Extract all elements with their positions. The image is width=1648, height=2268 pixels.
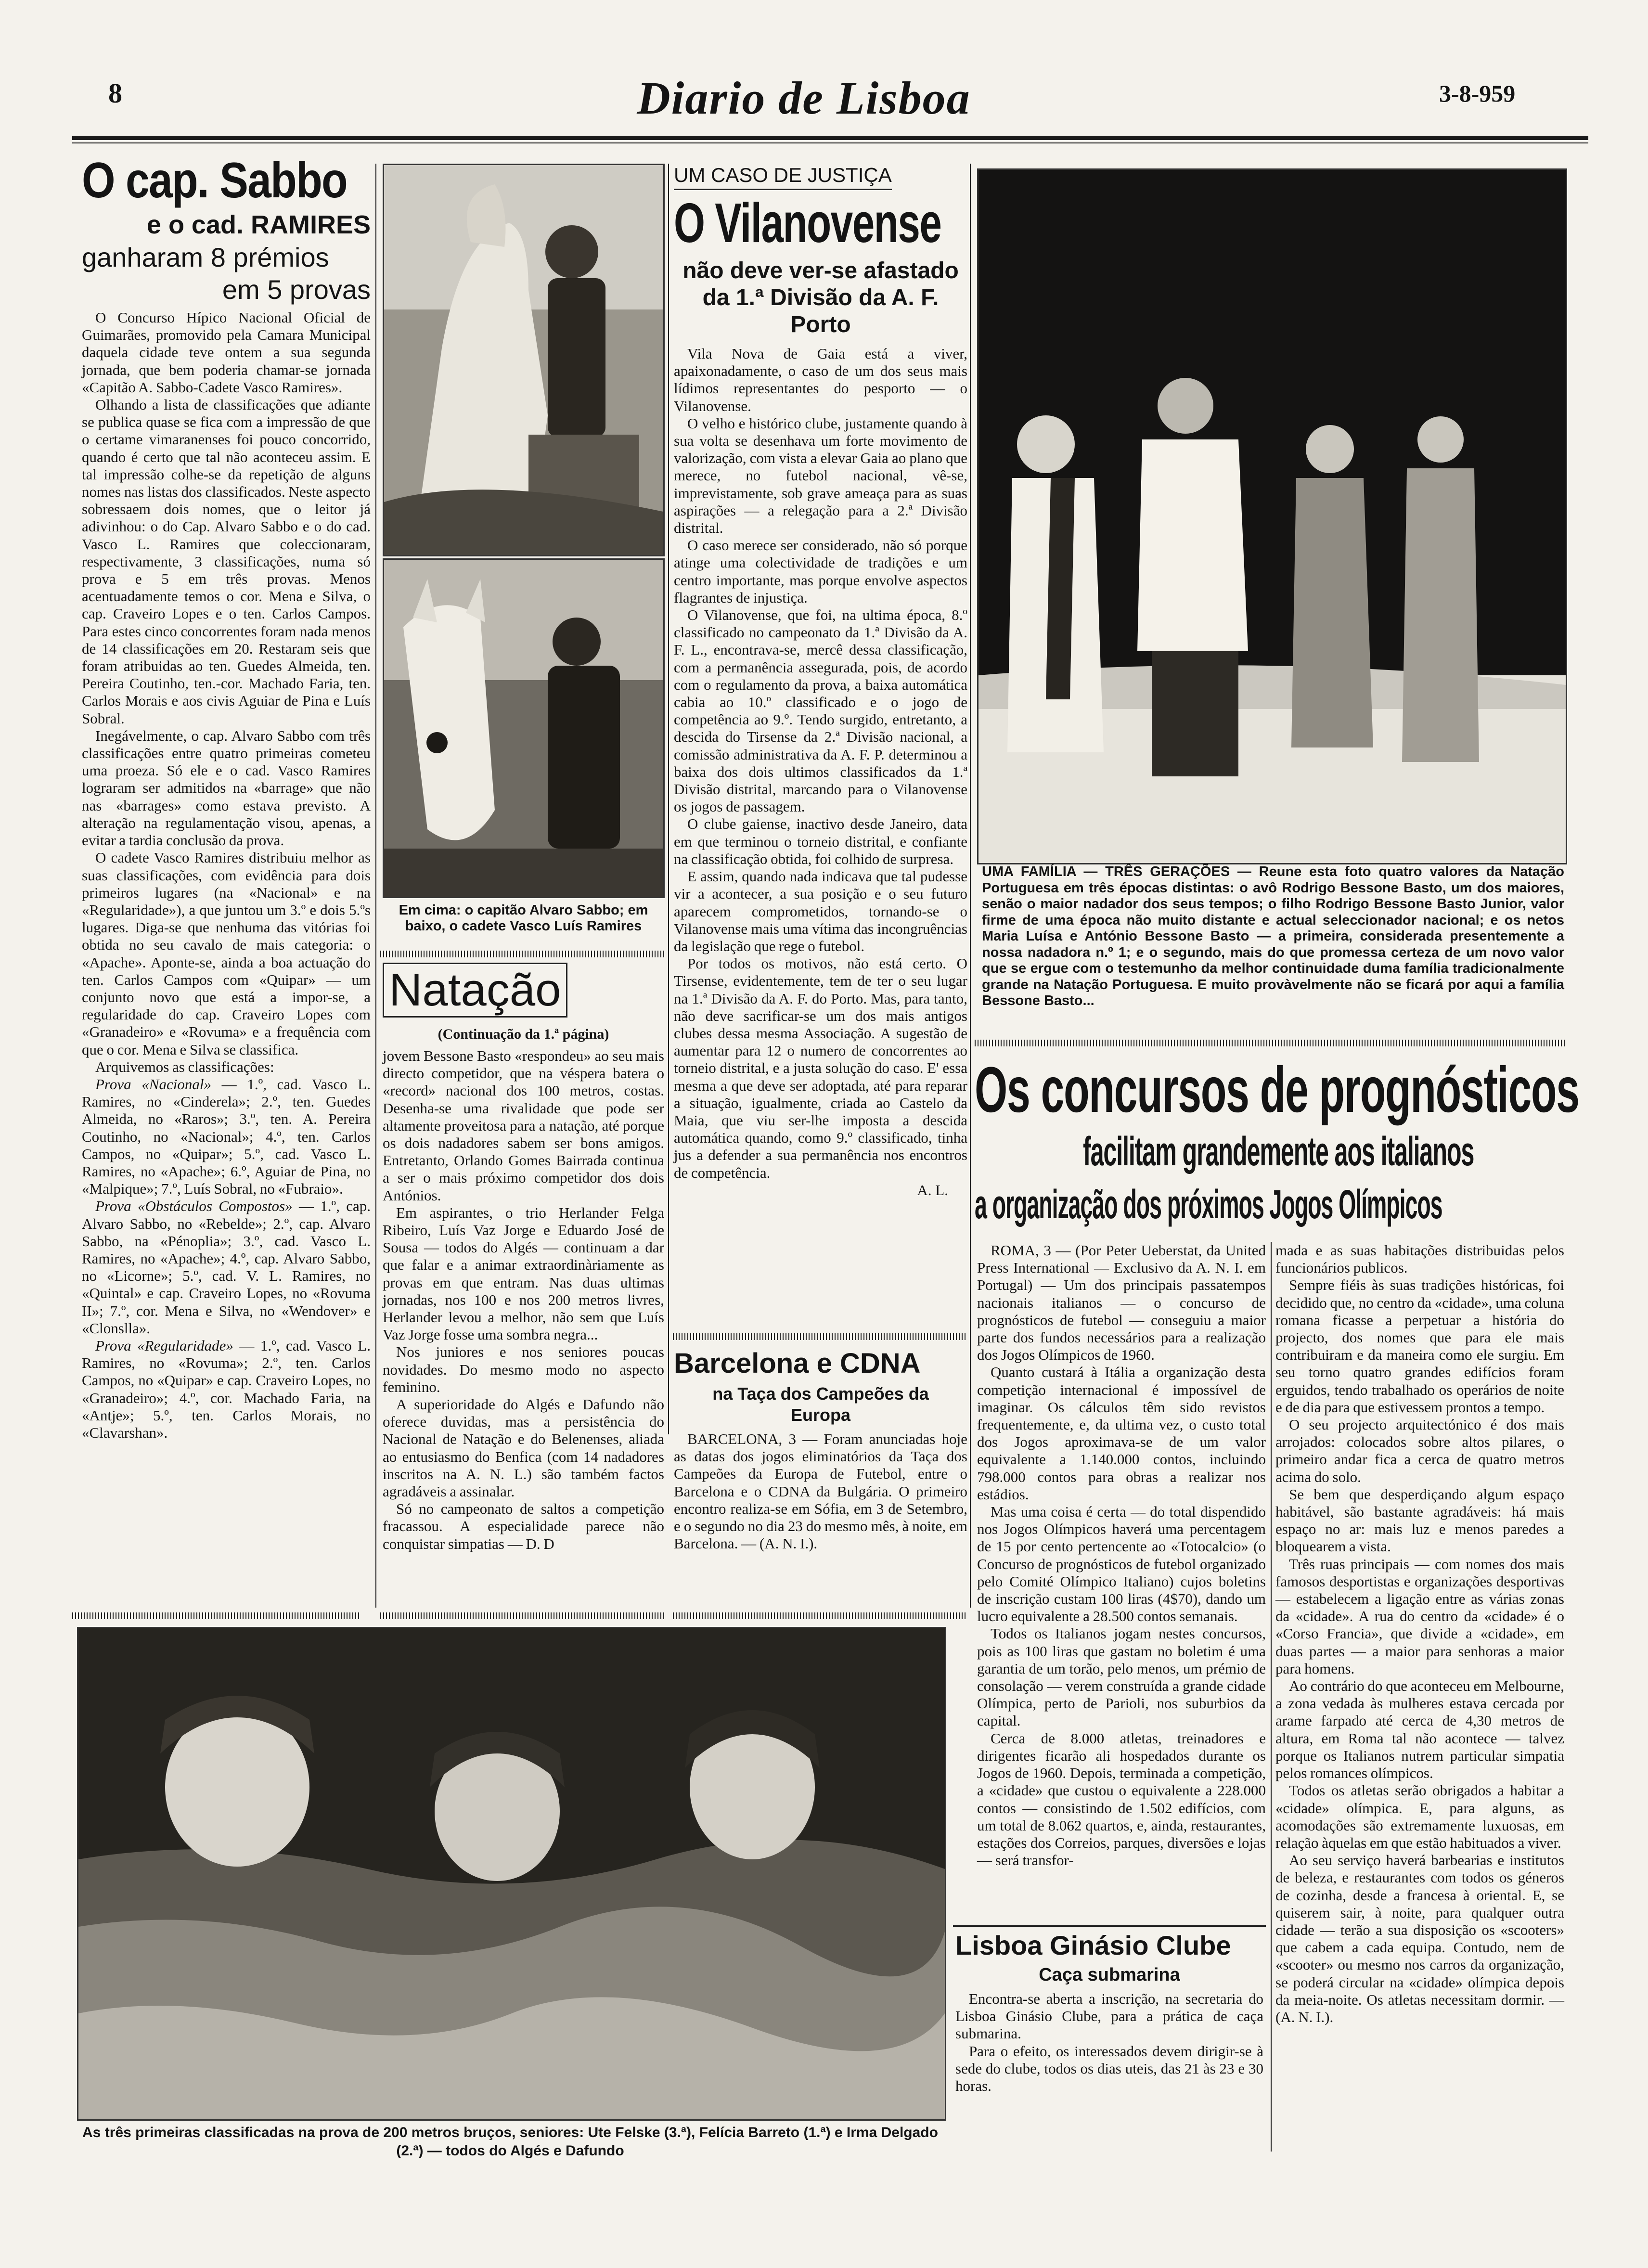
photo-caption: Em cima: o capitão Alvaro Sabbo; em baixo, o cadete Vasco Luís Ramires (399, 902, 648, 934)
result-label: Prova «Regularidade» (95, 1337, 233, 1354)
headline: Barcelona e CDNA (674, 1348, 921, 1379)
paragraph: mada e as suas habitações distribuidas pelos funcionários publicos. (1275, 1242, 1564, 1276)
article-lgc (955, 1930, 1263, 2142)
paragraph: Ao contrário do que aconteceu em Melbourne, a zona vedada às mulheres estava cercada por arame farpado até cerca de 4,30 metros de altura, em Roma tal não acontece — talvez porque os Italianos nutrem particular simpatia pelos romances olímpicos. (1275, 1677, 1564, 1782)
photo-sabbo (383, 164, 665, 556)
caption-lead: UMA FAMÍLIA — TRÊS GERAÇÕES — (982, 864, 1251, 879)
paragraph: A superioridade do Algés e Dafundo não oferece duvidas, mas a persistência do Nacional de Natação e do Belenenses, aliada ao entusiasmo do Benfica (com 14 nadadores inscritos na A. N. L.) são também factos agradáveis a assinalar. (383, 1396, 664, 1500)
article-body (674, 345, 967, 1182)
paragraph: Quanto custará à Itália a organização desta competição internacional é impossível de imaginar. Os cálculos têm sido revistos frequentemente, e, da ultima vez, o custo total dos Jogos aproximava-se de um valor equivalente a 1.140.000 contos, incluindo 798.000 contos para obras a realizar nos estádios. (977, 1364, 1266, 1503)
article-body (955, 1990, 1263, 2095)
kicker: UM CASO DE JUSTIÇA (674, 164, 892, 190)
result-label: Prova «Obstáculos Compostos» (95, 1198, 293, 1215)
paragraph: Nos juniores e nos seniores poucas novidades. Do mesmo modo no aspecto feminino. (383, 1343, 664, 1395)
masthead-rule (72, 136, 1588, 140)
paragraph: ROMA, 3 — (Por Peter Ueberstat, da United Press International — Exclusivo da A. N. I. em Portugal) — Um dos principais passatempos nacionais italianos — o concurso de prognósticos de futebol — conseguiu a maior parte dos fundos necessários para a realização dos Jogos Olímpicos de 1960. (977, 1242, 1266, 1364)
section-rule (673, 1333, 966, 1340)
paragraph: Para o efeito, os interessados devem dirigir-se à sede do clube, todos os dias uteis, das 21 às 23 e 30 horas. (955, 2042, 1263, 2095)
article-hipico (82, 154, 371, 1617)
subhead: não deve ver-se afastado da 1.ª Divisão da A. F. Porto (682, 258, 959, 337)
result-entry (82, 1198, 371, 1337)
result-text: — 1.º, cap. Alvaro Sabbo, no «Rebelde»; 2.º, cap. Alvaro Sabbo, na «Pénoplia»; 3.º, cad. Vasco L. Ramires, no «Apache»; 4.º, cap. Alvaro Sabbo, no «Licorne»; 5.º, cad. V. L. Ramires, no «Quintal» e cap. Craveiro Lopes, no «Rovuma II»; 7.º, cor. Mena e Silva, no «Wendover» e «Clonslla». (82, 1198, 371, 1337)
paragraph: O Concurso Hípico Nacional Oficial de Guimarães, promovido pela Camara Municipal daquela cidade teve ontem a sua segunda jornada, que bem poderia chamar-se jornada «Capitão A. Sabbo-Cadete Vasco Ramires». (82, 309, 371, 396)
page-number: 8 (108, 77, 122, 109)
deck: em 5 provas (222, 274, 371, 305)
column-rule (668, 164, 669, 1434)
prognosticos-col1 (977, 1242, 1266, 1869)
photo-swimmers (77, 1627, 946, 2121)
paragraph: Olhando a lista de classificações que adiante se publica quase se fica com a impressão de que o certame vimaranenses foi pouco concorrido, quando é certo que tal não aconteceu assim. E tal impressão colhe-se da repetição de alguns nomes nas listas dos classificados. Neste aspecto sobressaem dois nomes, que o leitor já adivinhou: o do Cap. Alvaro Sabbo e o do cad. Vasco L. Ramires que coleccionaram, respectivamente, 3 classificações, numa só prova e 5 em três provas. Menos acentuadamente temos o cor. Mena e Silva, o cap. Craveiro Lopes e o ten. Carlos Campos. Para estes cinco concorrentes foram nada menos de 14 classificações em 20. Restaram seis que foram atribuidas ao ten. Guedes Almeida, ten. Pereira Coutinho, ten.-cor. Machado Faria, ten. Carlos Morais e aos civis Aguiar de Pina e Luís Sobral. (82, 396, 371, 727)
issue-date: 3-8-959 (1439, 80, 1516, 107)
deck: e o cad. RAMIRES (146, 210, 371, 239)
article-body (383, 1047, 664, 1553)
paragraph: O cadete Vasco Ramires distribuiu melhor as suas classificações, com evidência para dois primeiros lugares (na «Nacional» e na «Regularidade»), a que juntou um 3.º e dois 5.ºs lugares. Diga-se que nenhuma das vitórias foi obtida no seu cavalo de mais categoria: o «Apache». Aponte-se, ainda a boa actuação do ten. Carlos Campos com «Quipar» — um conjunto novo que está a impor-se, a regularidade do cap. Craveiro Lopes com «Granadeiro» e «Rovuma» e a frequência com que o cor. Mena e Silva se classifica. (82, 849, 371, 1058)
paragraph: O clube gaiense, inactivo desde Janeiro, data em que terminou o torneio distrital, e confiante na classificação obtida, foi colhido de surpresa. (674, 815, 967, 867)
article-body (82, 309, 371, 1442)
column-rule (1271, 1242, 1272, 2152)
paragraph: E assim, quando nada indicava que tal pudesse vir a acontecer, a sua posição e o seu futuro aparecem comprometidos, tornando-se o Vilanovense mais uma vítima das incongruências da legislação que rege o futebol. (674, 868, 967, 954)
paragraph: Arquivemos as classificações: (95, 1058, 274, 1075)
paragraph: O velho e histórico clube, justamente quando à sua volta se desenhava um forte movimento de valorização, com vista a elevar Gaia ao plano que merece, no futebol nacional, vê-se, imprevistamente, sob grave ameaça para as suas aspirações — a relegação para a 2.ª Divisão distrital. (674, 414, 967, 537)
article-end-rule (72, 1612, 361, 1619)
deck-prognosticos: facilitam grandemente aos italianos (1083, 1129, 1474, 1174)
result-label: Prova «Nacional» (95, 1075, 211, 1093)
paragraph: Três ruas principais — com nomes dos mais famosos desportistas e organizações desportivas — estabelecem a ligação entre as várias zonas da «cidade». A rua do centro da «cidade» é o «Corso Francia», que divide a «cidade», em duas partes — a maior para senhoras a maior para homens. (1275, 1555, 1564, 1677)
paragraph: O caso merece ser considerado, não só porque atinge uma colectividade de tradições e um centro importante, mas porque envolve aspectos flagrantes de injustiça. (674, 537, 967, 606)
photo-family (977, 168, 1567, 864)
subhead: (Continuação da 1.ª página) (438, 1026, 609, 1042)
headline: O cap. Sabbo (82, 153, 347, 208)
paragraph: Sempre fiéis às suas tradições históricas, foi decidido que, no centro da «cidade», uma coluna romana ficasse a perpetuar a história do projecto, dos nomes que para ele mais contribuiram e da maneira como ele surgiu. Em seu torno quatro grandes edifícios foram erguidos, tendo trabalhado os operários de noite e de dia para que estivessem prontos a tempo. (1275, 1276, 1564, 1416)
family-photo (978, 170, 1566, 863)
result-entry (82, 1076, 371, 1198)
section-rule (953, 1925, 1266, 1927)
section-rule (975, 1040, 1567, 1046)
headline: Lisboa Ginásio Clube (955, 1930, 1231, 1960)
article-body (674, 1430, 967, 1552)
headline-prognosticos: Os concursos de prognósticos (975, 1054, 1579, 1126)
column-rule (970, 164, 971, 1608)
paragraph: Cerca de 8.000 atletas, treinadores e dirigentes ficarão ali hospedados durante os Jogos de 1960. Depois, terminada a competição, a «cidade» que custou o equivalente a 228.000 contos — consistindo de 1.502 edifícios, com um total de 8.062 quartos, e, ainda, restaurantes, estações dos Correios, parques, diversões e lojas — será transfor- (977, 1729, 1266, 1869)
paragraph: Todos os atletas serão obrigados a habitar a «cidade» olímpica. E, para alguns, as acomodações são extremamente luxuosas, em relação àquelas em que estão habituados a viver. (1275, 1782, 1564, 1851)
result-text: — 1.º, cad. Vasco L. Ramires, no «Cinderela»; 2.º, ten. Guedes Almeida, no «Raros»; 3.º, ten. A. Pereira Coutinho, no «Nacional»; 4.º, ten. Carlos Campos, no «Quipar»; 5.º, cad. Vasco L. Ramires, no «Apache»; 6.º, Aguiar de Pina, no «Malpique»; 7.º, Luís Sobral, no «Fubraio». (82, 1075, 371, 1198)
masthead-rule-thin (72, 142, 1588, 143)
photo-caption: As três primeiras classificadas na prova de 200 metros bruços, seniores: Ute Felske (3.ª), Felícia Barreto (1.ª) e Irma Delgado (2.ª) — todos do Algés e Dafundo (82, 2125, 938, 2159)
headline: Natação (383, 963, 567, 1018)
paragraph: Em aspirantes, o trio Herlander Felga Ribeiro, Luís Vaz Jorge e Eduardo José de Sousa — todos do Algés — continuam a dar que falar e a animar extraordinàriamente as provas em que entram. Nas duas ultimas jornadas, nos 100 e nos 200 metros livres, Herlander levou a melhor, não sem que Luís Vaz Jorge fosse uma sombra negra... (383, 1204, 664, 1343)
paragraph: BARCELONA, 3 — Foram anunciadas hoje as datas dos jogos eliminatórios da Taça dos Campeões da Europa de Futebol, entre o Barcelona e o CDNA da Bulgária. O primeiro encontro realiza-se em Sófia, em 3 de Setembro, e o segundo no dia 23 do mesmo mês, à noite, em Barcelona. — (A. N. I.). (674, 1430, 967, 1552)
result-text: — 1.º, cad. Vasco L. Ramires, no «Rovuma»; 2.º, ten. Carlos Campos, no «Quipar» e cap. Craveiro Lopes, no «Granadeiro»; 4.º, cor. Machado Faria, na «Antje»; 5.º, ten. Carlos Morais, no «Clavarshan». (82, 1337, 371, 1441)
article-end-rule (380, 1612, 664, 1619)
column-rule (375, 164, 376, 1608)
article-vilanovense (674, 164, 967, 1343)
paragraph: Por todos os motivos, não está certo. O Tirsense, evidentemente, tem de ter o seu lugar na 1.ª Divisão da A. F. do Porto. Mas, para tanto, não deve sacrificar-se um dos mais antigos clubes dessa mesma Associação. A sugestão de aumentar para 12 o numero de concorrentes ao torneio distrital, e a justa solução do caso. E' essa mesma a que deve ser adoptada, até para reparar a situação, igualmente, criada ao Castelo da Maia, que viu ser-lhe imposta a descida automática quando, como 9.º classificado, tinha jus a defender a sua permanência nos encontros de competência. (674, 955, 967, 1181)
paragraph: Ao seu serviço haverá barbearias e institutos de beleza, e restaurantes com todos os géneros de cozinha, desde a francesa à oriental. E, se quiserem sair, à noite, para qualquer outra cidade — terão a sua disposição os «scooters» que cabem a cada equipa. Contudo, nem de «scooter» ou mesmo nos carros da organização, se poderá circular na «cidade» olímpica depois da meia-noite. Os atletas necessitam dormir. — (A. N. I.). (1275, 1852, 1564, 2025)
newspaper-title: Diario de Lisboa (637, 72, 971, 124)
signature: A. L. (917, 1181, 948, 1198)
horse-rider-photo (384, 165, 663, 555)
article-natacao (383, 963, 664, 1552)
photo-ramires (383, 558, 665, 898)
paragraph: Todos os Italianos jogam nestes concursos, pois as 100 liras que gastam no boletim é uma garantia de um torão, pelo menos, um prémio de consolação — verem construída a grande cidade Olímpica, perto de Parioli, nos suburbios da capital. (977, 1625, 1266, 1729)
swimmers-photo (78, 1628, 945, 2119)
paragraph: Vila Nova de Gaia está a viver, apaixonadamente, o caso de um dos seus mais lídimos representantes do pesporto — o Vilanovense. (674, 345, 967, 414)
subhead: na Taça dos Campeões da Europa (712, 1384, 929, 1425)
prognosticos-col2 (1275, 1242, 1564, 2026)
paragraph: Mas uma coisa é certa — do total dispendido nos Jogos Olímpicos haverá uma percentagem de 15 por cento pertencente ao «Totocalcio» (o Concurso de prognósticos de futebol organizado pelo Comité Olímpico Italiano) cujos boletins de inscrição custam 100 liras (4$70), dando um lucro equivalente a 28.500 contos semanais. (977, 1503, 1266, 1625)
paragraph: O seu projecto arquitectónico é dos mais arrojados: colocados sobre altos pilares, o primeiro andar fica a cerca de quatro metros acima do solo. (1275, 1416, 1564, 1485)
deck: ganharam 8 prémios (82, 242, 329, 272)
paragraph: Encontra-se aberta a inscrição, na secretaria do Lisboa Ginásio Clube, para a prática de caça submarina. (955, 1990, 1263, 2042)
paragraph: O Vilanovense, que foi, na ultima época, 8.º classificado no campeonato da 1.ª Divisão da A. F. L., encontrava-se, mercê dessa classificação, com a permanência assegurada, pois, de acordo com o regulamento da prova, a baixa automática cabia ao 10.º classificado e o jogo de competência ao 9.º. Tendo surgido, entretanto, a descida do Tirsense da 2.ª Divisão nacional, a comissão administrativa da A. F. P. determinou a baixa dos dois ultimos classificados da 1.ª Divisão distrital, marcando para o Vilanovense os jogos de passagem. (674, 606, 967, 815)
article-barcelona (674, 1348, 967, 1608)
paragraph: Se bem que desperdiçando algum espaço habitável, são bastante agradáveis: há mais espaço no ar: mais luz e menos paredes a bloquearem a vista. (1275, 1485, 1564, 1555)
article-end-rule (673, 1612, 966, 1619)
deck-prognosticos: a organização dos próximos Jogos Olímpicos (975, 1182, 1442, 1227)
paragraph: jovem Bessone Basto «respondeu» ao seu mais directo competidor, que na véspera batera o «record» nacional dos 100 metros, costas. Desenha-se uma rivalidade que pode ser altamente proveitosa para a natação, até porque os dois nadadores sabem ser bons amigos. Entretanto, Orlando Gomes Bairrada continua a ser o mais próximo competidor dos dois Antónios. (383, 1047, 664, 1204)
paragraph: Inegávelmente, o cap. Alvaro Sabbo com três classificações entre quatro primeiras cometeu uma proeza. Só ele e o cad. Vasco Ramires lograram ser admitidos na «barrage» que não nas «barrages» como estava previsto. A alteração na regulamentação visou, apenas, a evitar a tardia conclusão da prova. (82, 727, 371, 849)
caption-text: Reune esta foto quatro valores da Natação Portuguesa em três épocas distintas: o avô Rodrigo Bessone Basto, um dos maiores, senão o maior nadador dos seus tempos; o filho Rodrigo Bessone Basto Junior, valor firme de uma época não muito distante e actual seleccionador nacional; e os netos Maria Luísa e António Bessone Basto — a primeira, considerada presentemente a nossa nadadora n.º 1; e o segundo, mais do que promessa certeza de um novo valor que se ergue com o testemunho da melhor continuidade duma família tradicionalmente grande na Natação Portuguesa. E muito provàvelmente não se ficará por aqui a família Bessone Basto... (982, 864, 1565, 1008)
subhead: Caça submarina (1039, 1965, 1180, 1985)
paragraph: Só no campeonato de saltos a competição fracassou. A especialidade parece não conquistar simpatias — D. D (383, 1500, 664, 1552)
result-entry (82, 1337, 371, 1442)
headline: O Vilanovense (674, 192, 941, 254)
horse-rider-photo (384, 560, 663, 897)
section-rule (380, 951, 664, 957)
photo-caption (982, 864, 1564, 1009)
